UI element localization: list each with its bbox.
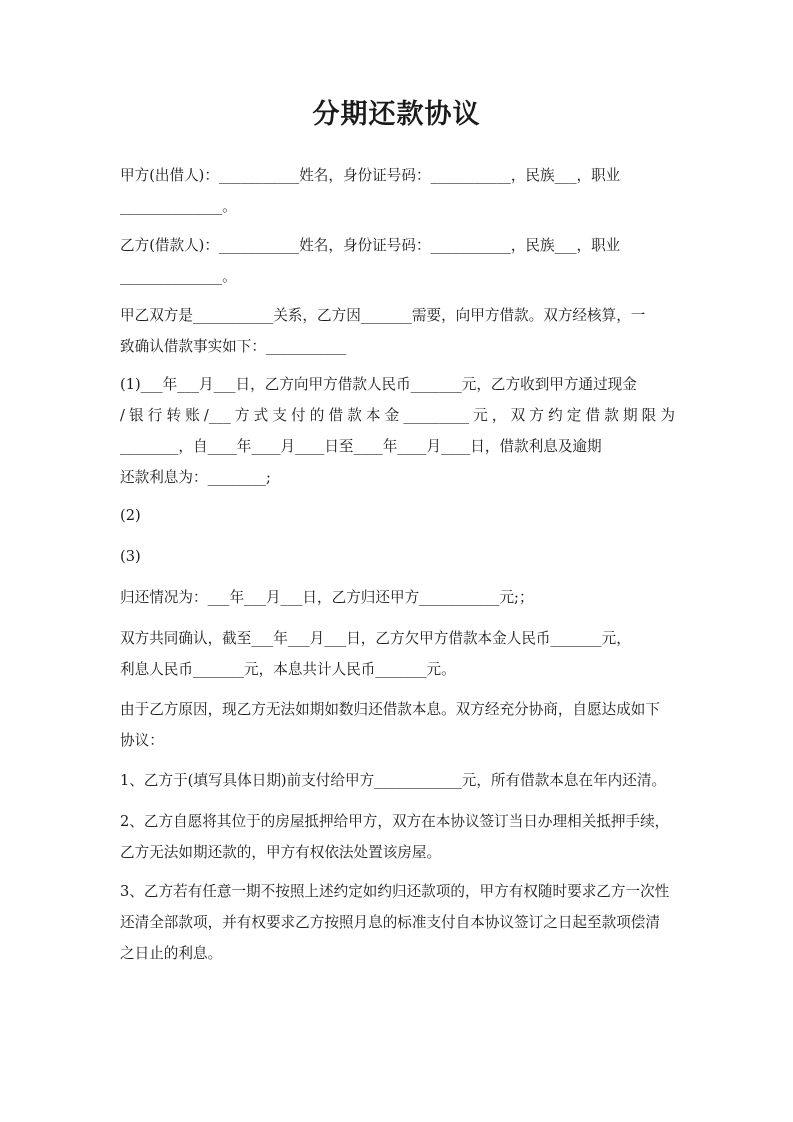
clause-3-line-2: 还清全部款项，并有权要求乙方按照月息的标准支付自本协议签订之日起至款项偿清 — [120, 914, 660, 931]
agreement-clause-2 — [120, 806, 675, 868]
loan-item-1-line-2: /银行转账/___方式支付的借款本金_________元，双方约定借款期限为 — [120, 407, 675, 424]
confirmation-line-1: 双方共同确认，截至___年___月___日，乙方欠甲方借款本金人民币_______元， — [120, 630, 631, 647]
loan-item-2-text: (2) — [120, 507, 141, 524]
repayment-status-text: 归还情况为：___年___月___日，乙方归还甲方___________元;； — [120, 589, 534, 606]
clause-1-text: 1、乙方于(填写具体日期)前支付给甲方____________元，所有借款本息在年内还清。 — [120, 772, 667, 789]
party-a-paragraph — [120, 160, 675, 222]
clause-3-line-3: 之日止的利息。 — [120, 945, 223, 962]
loan-item-1-paragraph — [120, 369, 675, 493]
loan-item-3 — [120, 541, 675, 572]
loan-item-1-line-4: 还款利息为：________; — [120, 469, 271, 486]
relationship-line-1: 甲乙双方是___________关系，乙方因_______需要，向甲方借款。双方经核算，一 — [120, 307, 646, 324]
confirmation-paragraph — [120, 623, 675, 685]
reason-line-2: 协议： — [120, 732, 164, 749]
loan-item-2 — [120, 500, 675, 531]
party-b-line-1: 乙方(借款人)：___________姓名，身份证号码：___________，民族___，职业 — [120, 237, 621, 254]
party-b-line-2: ______________。 — [120, 268, 237, 285]
clause-2-line-1: 2、乙方自愿将其位于的房屋抵押给甲方，双方在本协议签订当日办理相关抵押手续， — [120, 813, 670, 830]
party-a-line-2: ______________。 — [120, 198, 237, 215]
relationship-paragraph — [120, 300, 675, 362]
clause-3-line-1: 3、乙方若有任意一期不按照上述约定如约归还款项的，甲方有权随时要求乙方一次性 — [120, 883, 670, 900]
repayment-status-paragraph — [120, 582, 675, 613]
loan-item-3-text: (3) — [120, 548, 141, 565]
agreement-clause-3 — [120, 876, 675, 969]
clause-2-line-2: 乙方无法如期还款的，甲方有权依法处置该房屋。 — [120, 844, 442, 861]
document-title: 分期还款协议 — [312, 99, 481, 130]
loan-item-1-line-3: ________，自____年____月____日至____年____月____日，借款利息及逾期 — [120, 438, 602, 455]
loan-item-1-line-1: (1)___年___月___日，乙方向甲方借款人民币_______元，乙方收到甲方通过现金 — [120, 376, 637, 393]
agreement-clause-1 — [120, 765, 675, 796]
party-b-paragraph — [120, 230, 675, 292]
reason-paragraph — [120, 694, 675, 756]
relationship-line-2: 致确认借款事实如下：___________ — [120, 338, 347, 355]
party-a-line-1: 甲方(出借人)：___________姓名，身份证号码：___________，民族___，职业 — [120, 167, 621, 184]
confirmation-line-2: 利息人民币_______元，本息共计人民币_______元。 — [120, 661, 456, 678]
reason-line-1: 由于乙方原因，现乙方无法如期如数归还借款本息。双方经充分协商，自愿达成如下 — [120, 701, 660, 718]
